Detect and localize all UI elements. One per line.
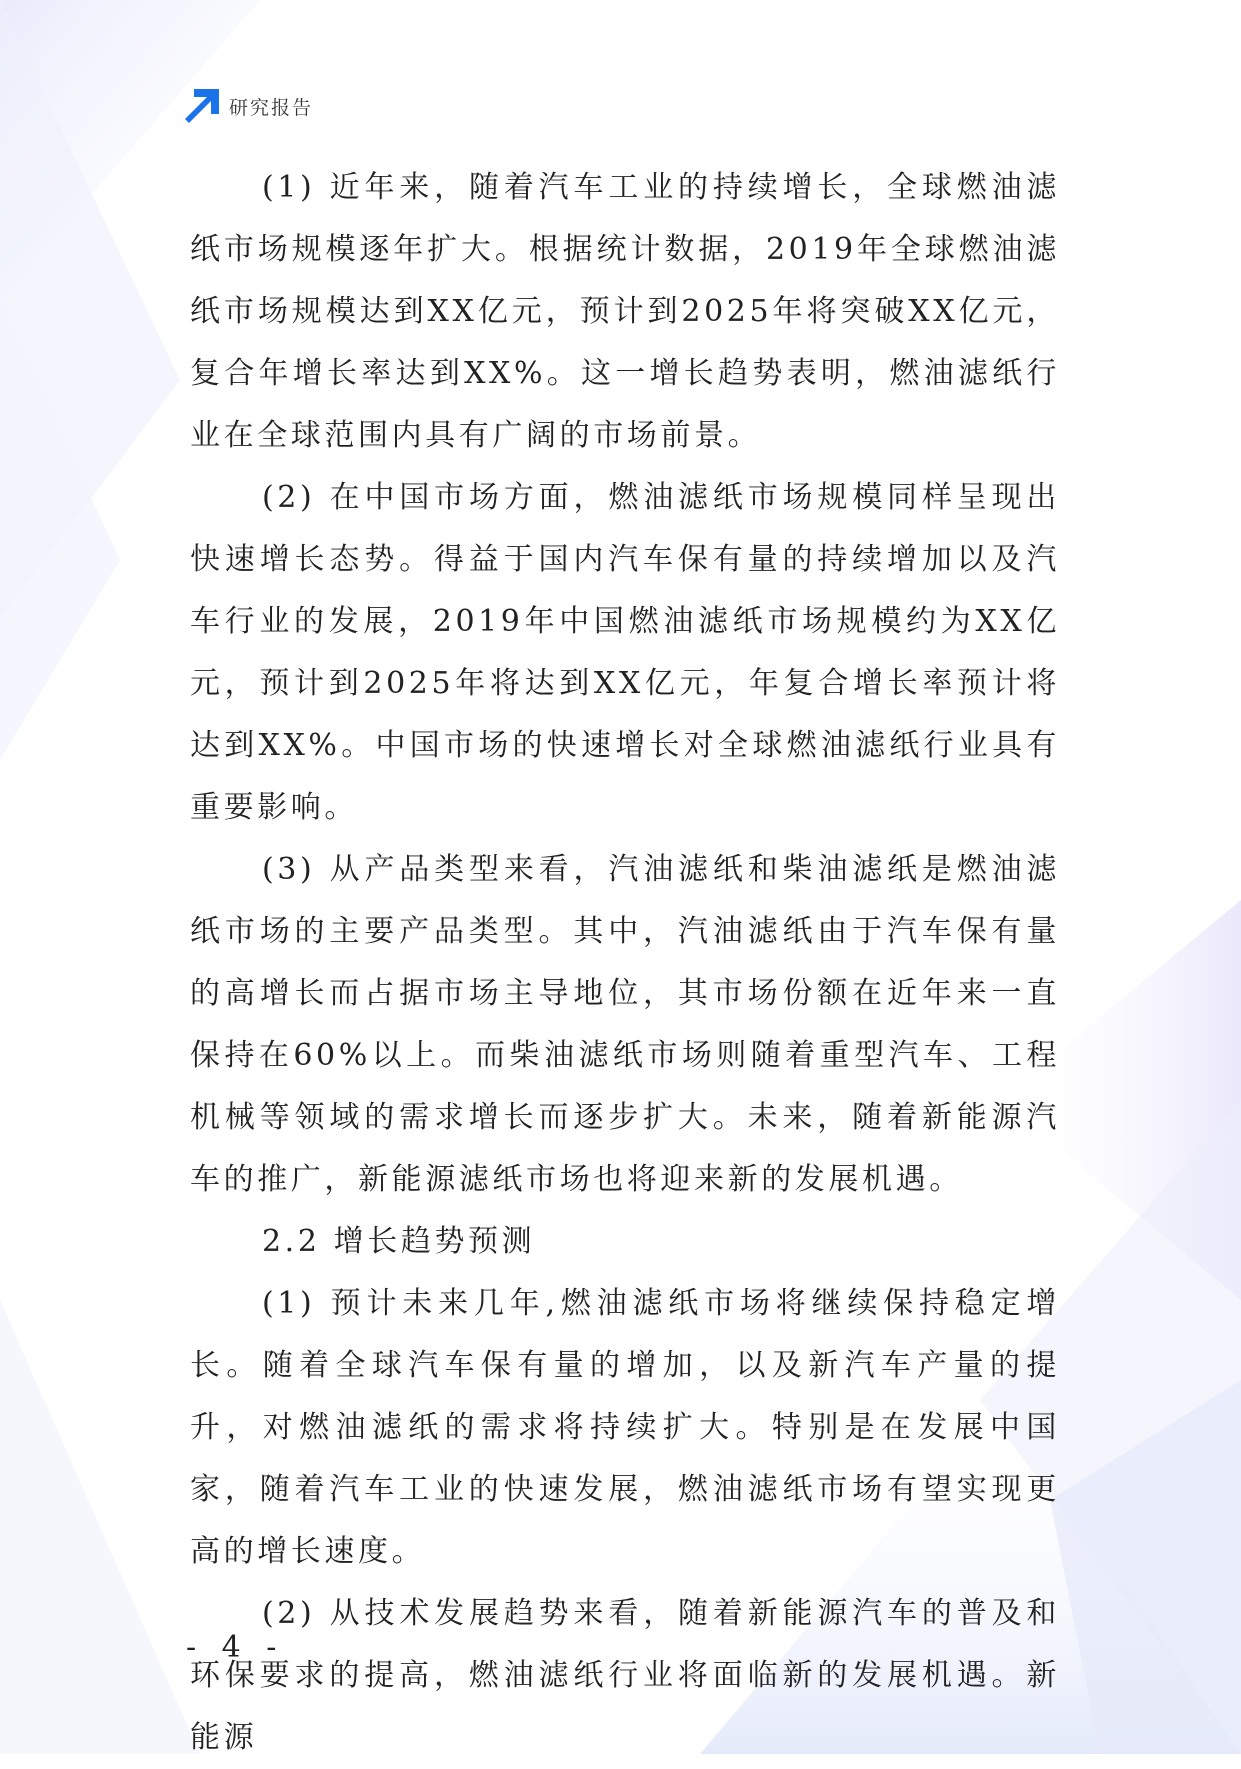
document-body — [190, 157, 1060, 1769]
paragraph: (1) 预计未来几年,燃油滤纸市场将继续保持稳定增长。随着全球汽车保有量的增加，以及新汽车产量的提升，对燃油滤纸的需求将持续扩大。特别是在发展中国家，随着汽车工业的快速发展，燃油滤纸市场有望实现更高的增长速度。 — [190, 1286, 1060, 1569]
paragraph: (1) 近年来，随着汽车工业的持续增长，全球燃油滤纸市场规模逐年扩大。根据统计数据，2019年全球燃油滤纸市场规模达到XX亿元，预计到2025年将突破XX亿元，复合年增长率达到XX%。这一增长趋势表明，燃油滤纸行业在全球范围内具有广阔的市场前景。 — [190, 170, 1060, 453]
paragraph: (2) 从技术发展趋势来看，随着新能源汽车的普及和环保要求的提高，燃油滤纸行业将面临新的发展机遇。新能源 — [190, 1596, 1060, 1755]
page-number: - 4 - — [186, 1630, 285, 1665]
paragraph: (3) 从产品类型来看，汽油滤纸和柴油滤纸是燃油滤纸市场的主要产品类型。其中，汽油滤纸由于汽车保有量的高增长而占据市场主导地位，其市场份额在近年来一直保持在60%以上。而柴油滤纸市场则随着重型汽车、工程机械等领域的需求增长而逐步扩大。未来，随着新能源汽车的推广，新能源滤纸市场也将迎来新的发展机遇。 — [190, 852, 1060, 1197]
section-heading: 2.2 增长趋势预测 — [262, 1224, 536, 1259]
arrow-up-right-icon — [185, 89, 219, 123]
report-header — [185, 88, 313, 124]
header-title: 研究报告 — [229, 96, 314, 119]
paragraph: (2) 在中国市场方面，燃油滤纸市场规模同样呈现出快速增长态势。得益于国内汽车保有量的持续增加以及汽车行业的发展，2019年中国燃油滤纸市场规模约为XX亿元，预计到2025年将达到XX亿元，年复合增长率预计将达到XX%。中国市场的快速增长对全球燃油滤纸行业具有重要影响。 — [190, 480, 1060, 825]
